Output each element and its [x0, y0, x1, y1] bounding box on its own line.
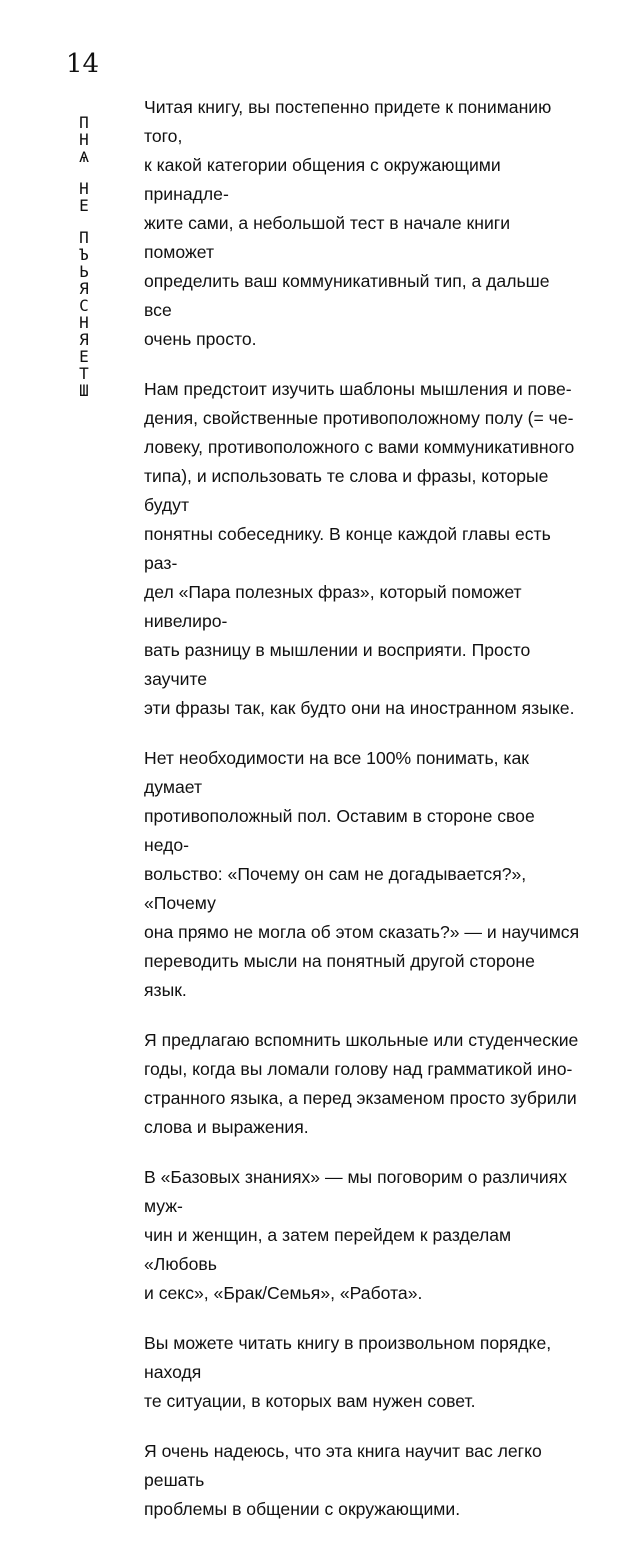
running-title-word-2: [79, 180, 89, 214]
running-title-vertical: [72, 114, 96, 414]
paragraph: Нам предстоит изучить шаблоны мышления и пове- дения, свойственные противоположному полу (= че- ловеку, противоположного с вами коммуникативного типа), и использовать те слова и фразы, которые будут понятны собеседнику. В конце каждой главы есть раз- дел «Пара полезных фраз», который поможет нивелиро- вать разницу в мышлении и восприяти. Просто заучите эти фразы так, как будто они на иностранном языке.: [144, 379, 575, 718]
running-title-glyph: П: [79, 113, 89, 132]
running-title-glyph: Т: [79, 364, 89, 383]
running-title-glyph: Я: [79, 279, 89, 298]
paragraph: Читая книгу, вы постепенно придете к пониманию того, к какой категории общения с окружающими принадле- жите сами, а небольшой тест в начале книги поможет определить ваш коммуникативный тип, а дальше все очень просто.: [144, 97, 552, 349]
running-title-glyph: Н: [79, 130, 89, 149]
paragraph: Я очень надеюсь, что эта книга научит вас легко решать проблемы в общении с окружающими.: [144, 1441, 542, 1519]
paragraph: Я предлагаю вспомнить школьные или студенческие годы, когда вы ломали голову над грамматикой ино- странного языка, а перед экзаменом просто зубрили слова и выражения.: [144, 1030, 579, 1137]
running-title-glyph: Е: [79, 347, 89, 366]
running-title-glyph: Н: [79, 313, 89, 332]
paragraph: Вы можете читать книгу в произвольном порядке, находя те ситуации, в которых вам нужен совет.: [144, 1333, 552, 1411]
running-title-glyph: Е: [79, 196, 89, 215]
body-text: [144, 93, 580, 1545]
running-title-glyph: П: [79, 228, 89, 247]
running-title-glyph: Ь: [79, 262, 89, 281]
running-title-glyph: Я: [79, 330, 89, 349]
running-title-glyph: Н: [79, 179, 89, 198]
running-title-glyph: Ѧ: [79, 147, 89, 166]
running-title-word-1: [79, 114, 89, 165]
running-title-word-3: [79, 229, 89, 399]
running-title-glyph: Ш: [79, 381, 89, 400]
paragraph: В «Базовых знаниях» — мы поговорим о различиях муж- чин и женщин, а затем перейдем к разделам «Любовь и секс», «Брак/Семья», «Работа».: [144, 1167, 568, 1303]
page-number: 14: [66, 49, 100, 79]
paragraph: Нет необходимости на все 100% понимать, как думает противоположный пол. Оставим в стороне свое недо- вольство: «Почему он сам не догадывается?», «Почему она прямо не могла об этом сказать?» — и научимся переводить мысли на понятный другой стороне язык.: [144, 748, 580, 1000]
running-title-glyph: Ъ: [79, 245, 89, 264]
running-title-glyph: С: [79, 296, 89, 315]
